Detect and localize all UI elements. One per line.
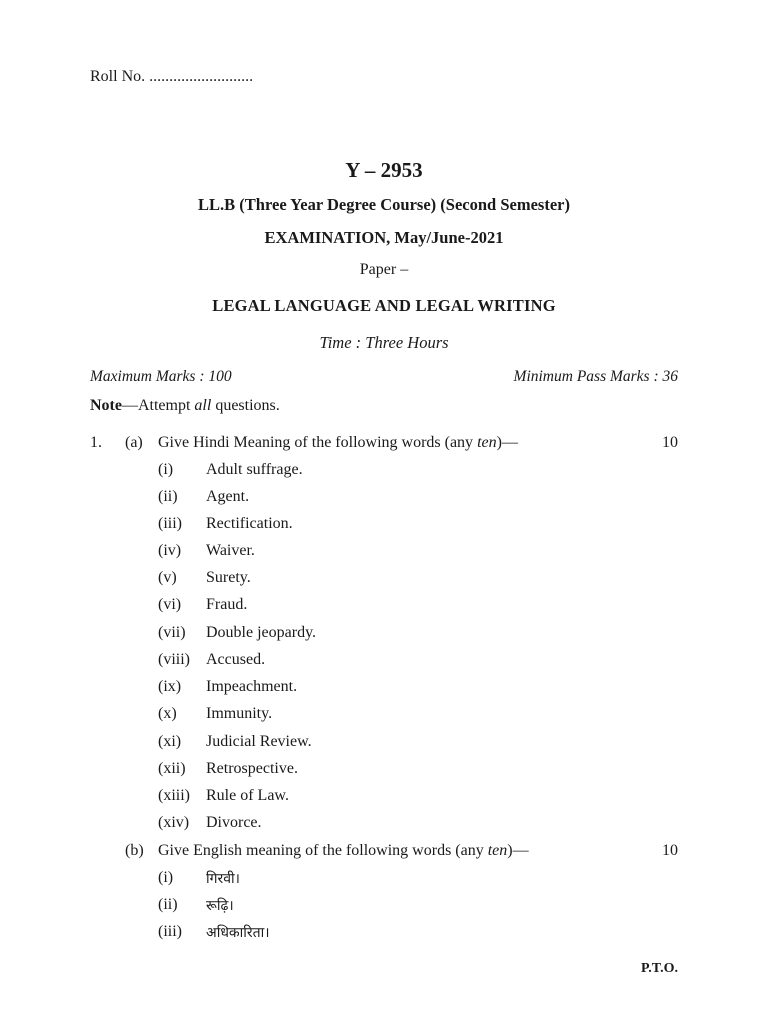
item-number: (xiv) bbox=[158, 814, 190, 831]
paper-code: Y – 2953 bbox=[345, 158, 423, 182]
item-number: (ix) bbox=[158, 678, 182, 695]
item-number: (iii) bbox=[158, 923, 182, 940]
item-number: (x) bbox=[158, 705, 177, 722]
item-word: Surety. bbox=[206, 569, 251, 586]
question-1a-text-start: Give Hindi Meaning of the following words (any bbox=[158, 434, 478, 451]
item-number: (xiii) bbox=[158, 787, 190, 804]
note-dash: —Attempt bbox=[121, 397, 195, 414]
item-word: Immunity. bbox=[206, 705, 273, 722]
maximum-marks: Maximum Marks : 100 bbox=[90, 368, 232, 385]
item-word: Divorce. bbox=[206, 814, 262, 831]
question-number: 1. bbox=[90, 434, 102, 451]
question-1a-text bbox=[158, 434, 518, 452]
item-number: (ii) bbox=[158, 488, 178, 505]
item-number: (vi) bbox=[158, 596, 182, 613]
item-word: Double jeopardy. bbox=[206, 624, 317, 641]
question-part-b: (b) bbox=[125, 842, 144, 859]
item-word: गिरवी। bbox=[206, 871, 240, 887]
item-word: Adult suffrage. bbox=[206, 461, 303, 478]
item-number: (iii) bbox=[158, 515, 182, 532]
paper-label: Paper – bbox=[359, 261, 409, 278]
question-1a-text-emphasis: ten bbox=[477, 434, 497, 451]
question-1b-text-start: Give English meaning of the following words (any bbox=[158, 842, 488, 859]
page-turn-over: P.T.O. bbox=[641, 961, 678, 976]
question-1a-line bbox=[90, 434, 678, 456]
examination-title: EXAMINATION, May/June-2021 bbox=[264, 228, 504, 247]
note-label: Note bbox=[90, 397, 122, 414]
item-word: अधिकारिता। bbox=[206, 925, 270, 941]
instruction-note bbox=[90, 397, 280, 415]
item-number: (iv) bbox=[158, 542, 182, 559]
item-word: Fraud. bbox=[206, 596, 248, 613]
item-word: Accused. bbox=[206, 651, 266, 668]
item-number: (ii) bbox=[158, 896, 178, 913]
item-number: (xii) bbox=[158, 760, 186, 777]
item-word: Judicial Review. bbox=[206, 733, 312, 750]
question-1b-text bbox=[158, 842, 529, 860]
question-1b-text-end: )— bbox=[507, 842, 529, 859]
item-number: (i) bbox=[158, 461, 174, 478]
question-1b-marks: 10 bbox=[662, 842, 678, 859]
item-word: Impeachment. bbox=[206, 678, 298, 695]
roll-number-line: Roll No. .......................... bbox=[90, 68, 254, 85]
note-rest: questions. bbox=[211, 397, 280, 414]
question-1b-line bbox=[90, 842, 678, 864]
subject-title: LEGAL LANGUAGE AND LEGAL WRITING bbox=[212, 296, 556, 315]
item-number: (xi) bbox=[158, 733, 182, 750]
course-title: LL.B (Three Year Degree Course) (Second Semester) bbox=[198, 195, 570, 214]
item-number: (v) bbox=[158, 569, 177, 586]
item-word: Agent. bbox=[206, 488, 250, 505]
item-number: (viii) bbox=[158, 651, 190, 668]
item-word: Rule of Law. bbox=[206, 787, 289, 804]
item-word: Rectification. bbox=[206, 515, 293, 532]
item-number: (i) bbox=[158, 869, 174, 886]
item-word: Waiver. bbox=[206, 542, 255, 559]
question-part-a: (a) bbox=[125, 434, 143, 451]
item-word: Retrospective. bbox=[206, 760, 298, 777]
item-word: रूढ़ि। bbox=[206, 898, 234, 914]
question-1a-text-end: )— bbox=[496, 434, 518, 451]
time-allowed: Time : Three Hours bbox=[319, 333, 449, 352]
question-1a-marks: 10 bbox=[662, 434, 678, 451]
question-1b-text-emphasis: ten bbox=[487, 842, 508, 859]
minimum-pass-marks: Minimum Pass Marks : 36 bbox=[513, 368, 678, 385]
item-number: (vii) bbox=[158, 624, 186, 641]
note-emphasis: all bbox=[194, 397, 212, 414]
